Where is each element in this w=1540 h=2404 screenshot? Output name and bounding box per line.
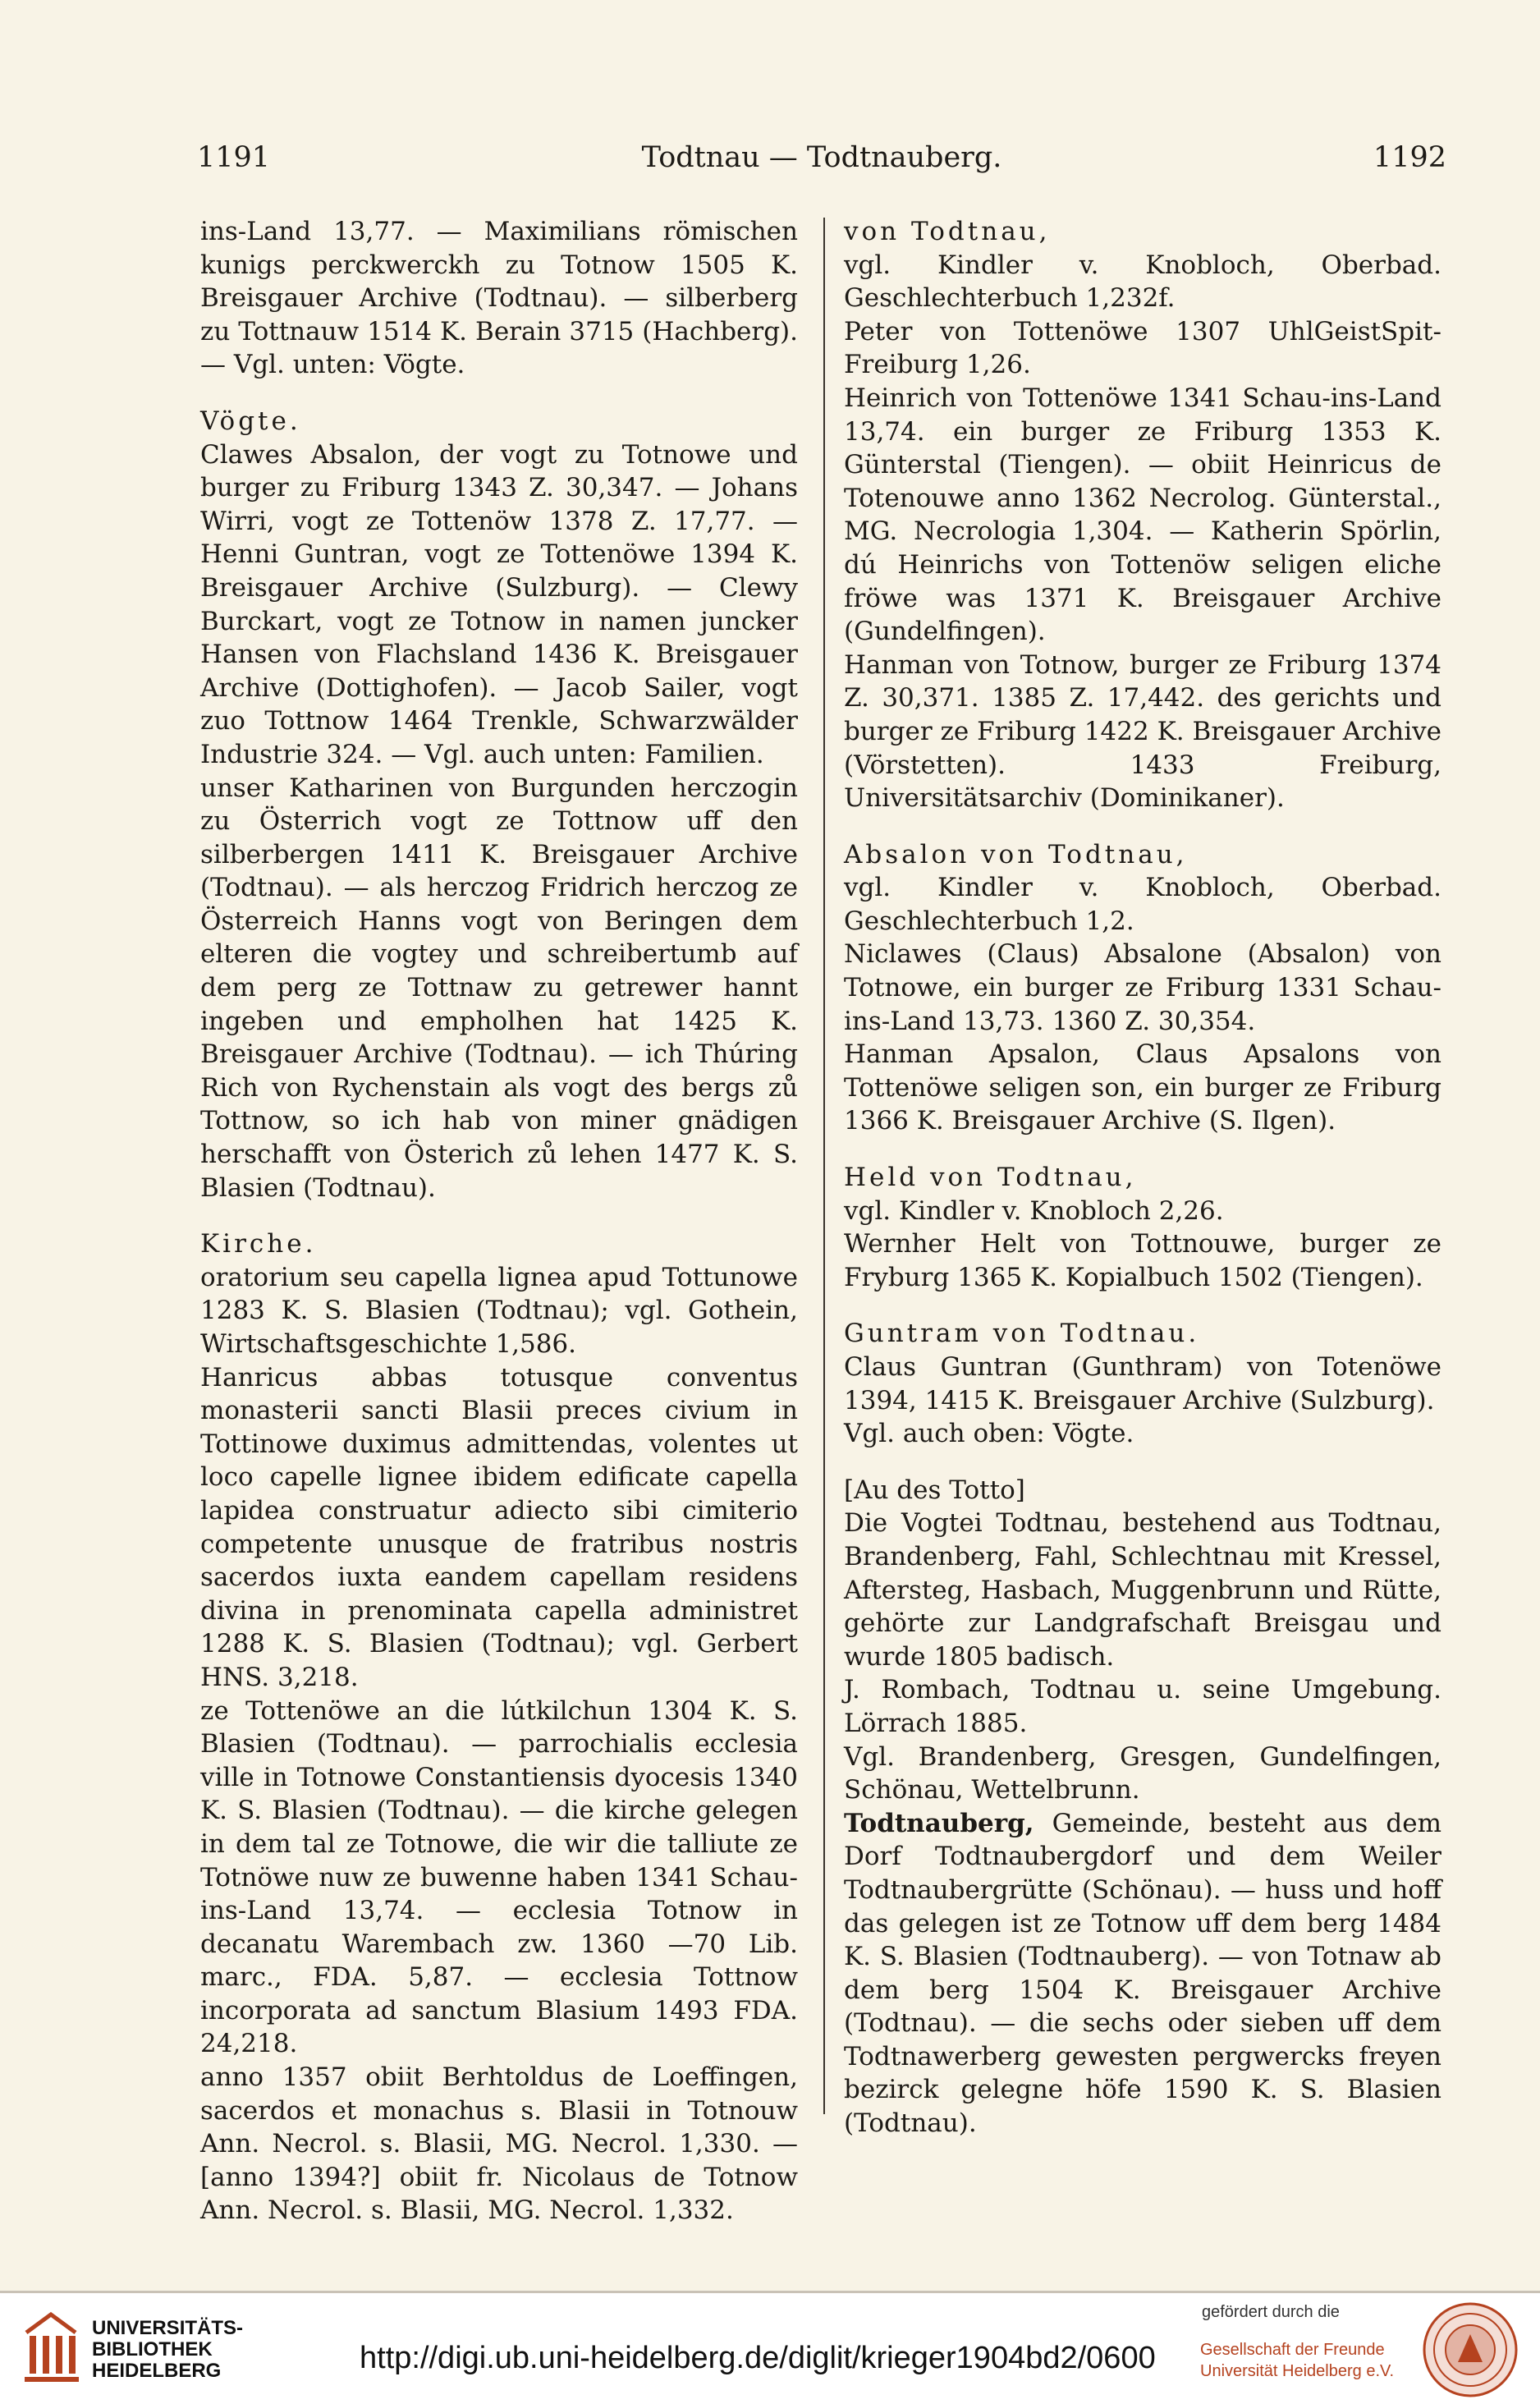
paragraph: Wernher Helt von Tottnouwe, burger ze Fryburg 1365 K. Kopialbuch 1502 (Tiengen). bbox=[844, 1229, 1441, 1292]
paragraph: vgl. Kindler v. Knobloch, Oberbad. Geschlechterbuch 1,2. bbox=[844, 873, 1441, 936]
paragraph: Vgl. auch oben: Vögte. bbox=[844, 1419, 1134, 1449]
paragraph: Hanman Apsalon, Claus Apsalons von Tottenöwe seligen son, ein burger ze Friburg 1366 K. Breisgauer Archive (S. Ilgen). bbox=[844, 1039, 1441, 1136]
family-heading-guntram: Guntram von Todtnau. bbox=[844, 1319, 1200, 1349]
page-number-left: 1191 bbox=[197, 141, 271, 174]
paragraph: Heinrich von Tottenöwe 1341 Schau-ins-Land 13,74. ein burger ze Friburg 1353 K. Günterstal (Tiengen). — obiit Heinricus de Totenouwe anno 1362 Necrolog. Günterstal., MG. Necrologia 1,304. — Katherin Spörlin, dú Heinrichs von Tottenöw seligen eliche fröwe was 1371 K. Breisgauer Archive (Gundelfingen). bbox=[844, 383, 1441, 647]
paragraph: ins-Land 13,77. — Maximilians römischen kunigs perckwerckh zu Totnow 1505 K. Breisgauer Archive (Todtnau). — silberberg zu Tottnauw 1514 K. Berain 3715 (Hachberg). — Vgl. unten: Vögte. bbox=[200, 217, 798, 380]
page-title: Todtnau — Todtnauberg. bbox=[641, 141, 1002, 174]
entry-heading-todtnauberg: Todtnauberg, bbox=[844, 1808, 1034, 1838]
family-heading-held: Held von Todtnau, bbox=[844, 1163, 1137, 1193]
entry-text-todtnauberg: Gemeinde, besteht aus dem Dorf Todtnaubergdorf und dem Weiler Todtnaubergrütte (Schönau). — huss und hoff das gelegen ist ze Totnow uff dem berg 1484 K. S. Blasien (Todtnauberg). — von Totnaw ab dem berg 1504 K. Breisgauer Archive (Todtnau). — die sechs oder sieben uff dem Todtnawerberg gewesten pergwercks freyen bezirck gelegne höfe 1590 K. S. Blasien (Todtnau). bbox=[844, 1808, 1441, 2139]
section-heading-voegte: Vögte. bbox=[200, 406, 301, 436]
paragraph: vgl. Kindler v. Knobloch, Oberbad. Geschlechterbuch 1,232f. bbox=[844, 250, 1441, 314]
paragraph: Clawes Absalon, der vogt zu Totnowe und burger zu Friburg 1343 Z. 30,347. — Johans Wirri, vogt ze Tottenöw 1378 Z. 17,77. — Henni Guntran, vogt ze Tottenöwe 1394 K. Breisgauer Archive (Sulzburg). — Clewy Burckart, vogt ze Totnow in namen juncker Hansen von Flachsland 1436 K. Breisgauer Archive (Dottighofen). — Jacob Sailer, vogt zuo Tottnow 1464 Trenkle, Schwarzwälder Industrie 324. — Vgl. auch unten: Familien. bbox=[200, 439, 798, 769]
university-seal-icon[interactable] bbox=[1422, 2301, 1519, 2398]
paragraph: Claus Guntran (Gunthram) von Totenöwe 1394, 1415 K. Breisgauer Archive (Sulzburg). bbox=[844, 1352, 1441, 1415]
family-heading-absalon: Absalon von Todtnau, bbox=[844, 839, 1188, 869]
funded-by-label: gefördert durch die bbox=[1202, 2303, 1340, 2321]
family-heading-todtnau: von Todtnau, bbox=[844, 217, 1051, 246]
section-heading-kirche: Kirche. bbox=[200, 1229, 317, 1259]
paragraph: ze Tottenöwe an die lútkilchun 1304 K. S. Blasien (Todtnau). — parrochialis ecclesia ville in Totnowe Constantiensis dyocesis 1340 K. S. Blasien (Todtnau). — die kirche gelegen in dem tal ze Totnowe, die wir die talliute ze Totnöwe nuw ze buwenne haben 1341 Schau-ins-Land 13,74. — ecclesia Totnow in decanatu Warembach zw. 1360 —70 Lib. marc., FDA. 5,87. — ecclesia Tottnow incorporata ad sanctum Blasium 1493 FDA. 24,218. bbox=[200, 1695, 798, 2059]
paragraph: Vgl. Brandenberg, Gresgen, Gundelfingen, Schönau, Wettelbrunn. bbox=[844, 1741, 1441, 1805]
page-number-right: 1192 bbox=[1373, 141, 1446, 174]
society-name[interactable]: Gesellschaft der Freunde Universität Heidelberg e.V. bbox=[1200, 2341, 1395, 2380]
library-name: UNIVERSITÄTS- BIBLIOTHEK HEIDELBERG bbox=[92, 2317, 244, 2382]
digitization-footer bbox=[0, 2291, 1540, 2404]
paragraph: unser Katharinen von Burgunden herczogin zu Österrich vogt ze Tottnow uff den silberbergen 1411 K. Breisgauer Archive (Todtnau). — als herczog Fridrich herczog ze Österreich Hanns vogt von Beringen dem elteren die vogtey und schreibertumb auf dem perg ze Tottnaw zu getrewer hannt ingeben und empholhen hat 1425 K. Breisgauer Archive (Todtnau). — ich Thúring Rich von Rychenstain als vogt des bergs zů Tottnow, so ich hab von miner gnädigen herschafft von Österich zů lehen 1477 K. S. Blasien (Todtnau). bbox=[200, 773, 798, 1203]
paragraph: oratorium seu capella lignea apud Tottunowe 1283 K. S. Blasien (Todtnau); vgl. Gothein, Wirtschaftsgeschichte 1,586. bbox=[200, 1262, 798, 1359]
paragraph: Niclawes (Claus) Absalone (Absalon) von Totnowe, ein burger ze Friburg 1331 Schau-ins-Land 13,73. 1360 Z. 30,354. bbox=[844, 939, 1441, 1036]
left-column bbox=[200, 215, 798, 2227]
right-column bbox=[844, 215, 1441, 2140]
paragraph: J. Rombach, Todtnau u. seine Umgebung. Lörrach 1885. bbox=[844, 1675, 1441, 1738]
column-divider bbox=[823, 218, 825, 2114]
paragraph: Hanricus abbas totusque conventus monasterii sancti Blasii preces civium in Tottinowe duximus admittendas, volentes ut loco capelle lignee ibidem edificate capella lapidea construatur adiecto sibi cimiterio competente unusque de fratribus nostris sacerdos iuxta eandem capellam residens divina in prenominata capella administret 1288 K. S. Blasien (Todtnau); vgl. Gerbert HNS. 3,218. bbox=[200, 1362, 798, 1692]
paragraph: vgl. Kindler v. Knobloch 2,26. bbox=[844, 1195, 1224, 1226]
paragraph: Die Vogtei Todtnau, bestehend aus Todtnau, Brandenberg, Fahl, Schlechtnau mit Kressel, Aftersteg, Hasbach, Muggenbrunn und Rütte, gehörte zur Landgrafschaft Breisgau und wurde 1805 badisch. bbox=[844, 1508, 1441, 1672]
running-header bbox=[197, 141, 1446, 182]
paragraph: anno 1357 obiit Berhtoldus de Loeffingen, sacerdos et monachus s. Blasii in Totnouw Ann. Necrol. s. Blasii, MG. Necrol. 1,330. — [anno 1394?] obiit fr. Nicolaus de Totnow Ann. Necrol. s. Blasii, MG. Necrol. 1,332. bbox=[200, 2062, 798, 2226]
paragraph: Hanman von Totnow, burger ze Friburg 1374 Z. 30,371. 1385 Z. 17,442. des gerichts und burger ze Friburg 1422 K. Breisgauer Archive (Vörstetten). 1433 Freiburg, Universitätsarchiv (Dominikaner). bbox=[844, 649, 1441, 814]
paragraph: Peter von Tottenöwe 1307 UhlGeistSpit-Freiburg 1,26. bbox=[844, 316, 1441, 380]
ub-heidelberg-logo-icon[interactable] bbox=[18, 2308, 84, 2385]
permalink-url[interactable]: http://digi.ub.uni-heidelberg.de/diglit/krieger1904bd2/0600 bbox=[360, 2341, 1156, 2375]
paragraph-todtnauberg bbox=[844, 1807, 1441, 2140]
section-heading-au: [Au des Totto] bbox=[844, 1475, 1025, 1505]
